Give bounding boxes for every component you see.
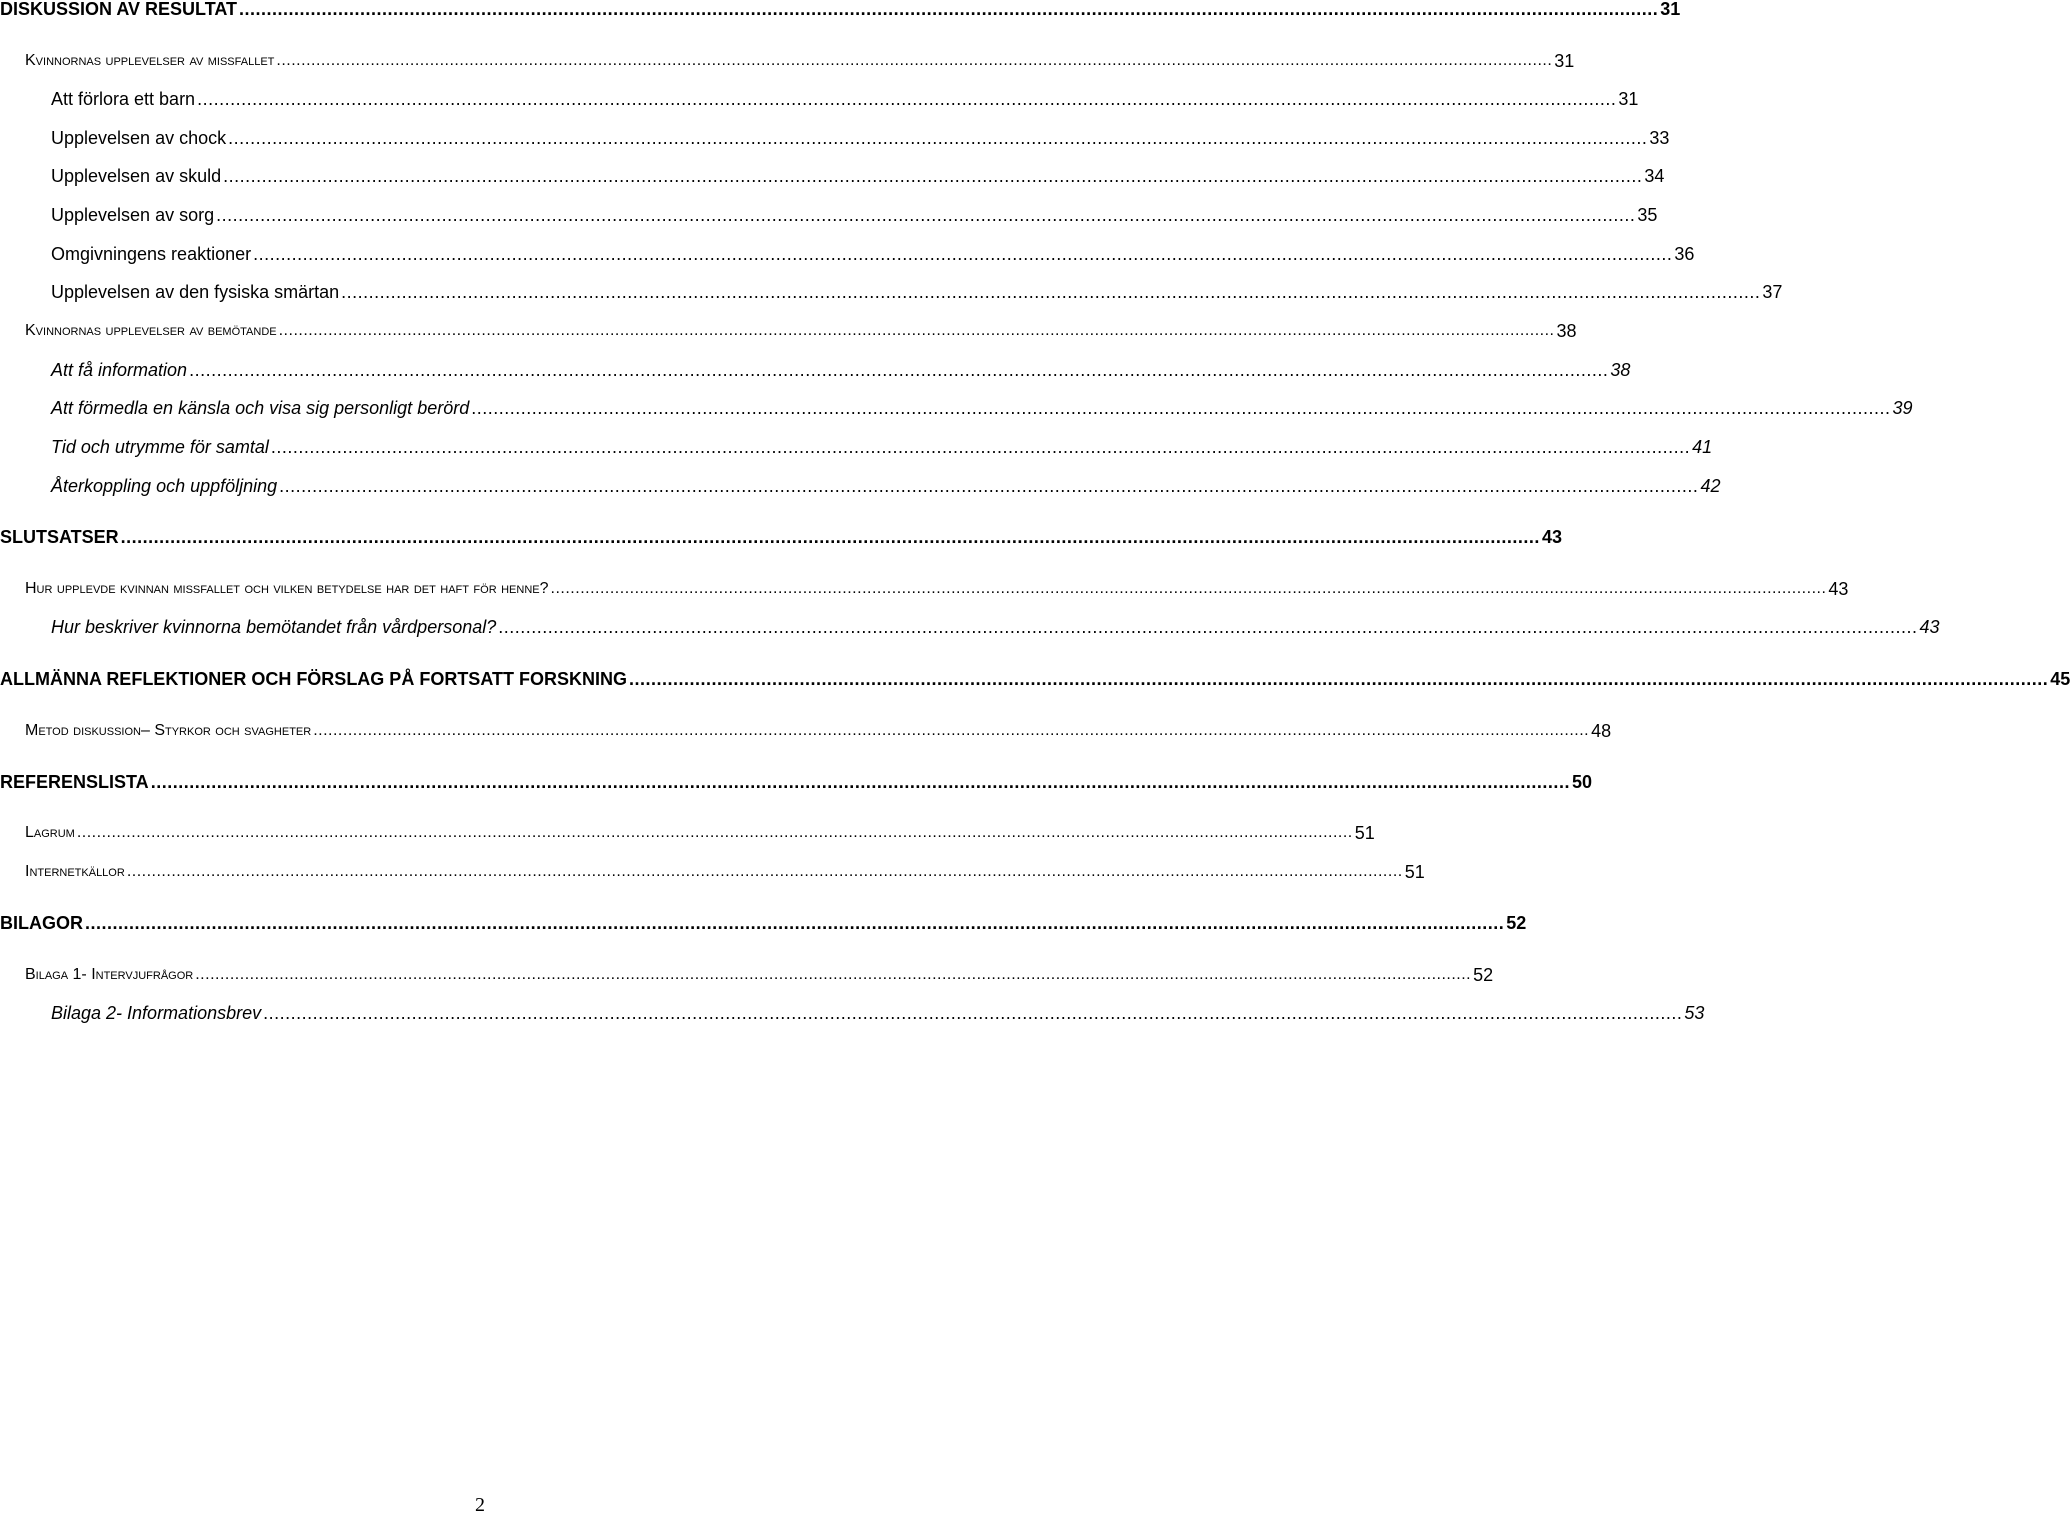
toc-label: Metod diskussion– Styrkor och svagheter [25, 722, 312, 739]
toc-entry[interactable] [0, 522, 1562, 548]
toc-page: 34 [1644, 166, 1665, 186]
toc-label: Bilaga 2- Informationsbrev [51, 1003, 262, 1023]
toc-label: Upplevelsen av chock [51, 128, 227, 148]
page-number: 2 [475, 1494, 485, 1516]
toc-entry[interactable] [0, 908, 1527, 934]
toc-page: 43 [1828, 579, 1849, 599]
toc-leader [223, 165, 1642, 187]
toc-entry[interactable] [0, 574, 1849, 600]
toc-page: 51 [1404, 862, 1425, 882]
toc-entry[interactable] [0, 393, 1913, 419]
toc-label: Bilaga 1- Intervjufrågor [25, 966, 194, 983]
toc-leader [253, 243, 1672, 265]
toc-entry[interactable] [0, 161, 1665, 187]
toc-label: Hur beskriver kvinnorna bemötandet från vårdpersonal? [51, 617, 497, 637]
toc-entry[interactable] [0, 277, 1783, 303]
toc-page: 42 [1700, 476, 1721, 496]
toc-page: 35 [1637, 205, 1658, 225]
toc-leader [239, 0, 1658, 20]
toc-label: Internetkällor [25, 863, 125, 880]
toc-entry[interactable] [0, 200, 1658, 226]
toc-entry[interactable] [0, 998, 1705, 1024]
toc-page: 52 [1506, 913, 1527, 933]
toc-label: Lagrum [25, 824, 75, 841]
toc-page: 31 [1618, 89, 1639, 109]
toc-page: 53 [1684, 1003, 1705, 1023]
toc-page: 31 [1660, 0, 1681, 19]
toc-leader [629, 668, 2048, 690]
toc-leader [313, 720, 1589, 742]
toc-leader [77, 822, 1353, 844]
toc-page: 45 [2050, 669, 2070, 689]
toc-page: 50 [1571, 772, 1592, 792]
toc-leader [279, 320, 1555, 342]
toc-entry[interactable] [0, 818, 1375, 844]
toc-leader [85, 912, 1504, 934]
toc-label: Hur upplevde kvinnan missfallet och vilken betydelse har det haft för henne? [25, 580, 549, 597]
toc-page: 33 [1649, 128, 1670, 148]
toc-entry[interactable] [0, 432, 1713, 458]
toc-page: 37 [1762, 282, 1783, 302]
toc-leader [498, 616, 1917, 638]
toc-leader [228, 127, 1647, 149]
toc-leader [279, 475, 1698, 497]
toc-entry[interactable] [0, 0, 1681, 20]
toc-page: 48 [1591, 721, 1612, 741]
toc-page: 38 [1556, 321, 1577, 341]
toc-leader [195, 964, 1471, 986]
toc-page: 43 [1541, 527, 1562, 547]
toc-page: 36 [1674, 244, 1695, 264]
toc-label: REFERENSLISTA [0, 772, 149, 792]
toc-label: Upplevelsen av sorg [51, 205, 215, 225]
toc-label: Att förmedla en känsla och visa sig personligt berörd [51, 398, 470, 418]
toc-leader [197, 88, 1616, 110]
toc-leader [151, 771, 1570, 793]
toc-label: ALLMÄNNA REFLEKTIONER OCH FÖRSLAG PÅ FORTSATT FORSKNING [0, 669, 627, 689]
toc-entry[interactable] [0, 471, 1721, 497]
toc-label: BILAGOR [0, 913, 83, 933]
toc-label: Omgivningens reaktioner [51, 244, 252, 264]
toc-entry[interactable] [0, 612, 1940, 638]
toc-leader [121, 526, 1540, 548]
toc-label: DISKUSSION AV RESULTAT [0, 0, 238, 19]
toc-label: Kvinnornas upplevelser av missfallet [25, 52, 275, 69]
toc-entry[interactable] [0, 767, 1592, 793]
toc-entry[interactable] [0, 664, 2070, 690]
toc-leader [216, 204, 1635, 226]
toc-label: Kvinnornas upplevelser av bemötande [25, 322, 277, 339]
toc-label: SLUTSATSER [0, 527, 119, 547]
toc-entry[interactable] [0, 84, 1639, 110]
toc-entry[interactable] [0, 960, 1494, 986]
toc-label: Tid och utrymme för samtal [51, 437, 269, 457]
toc-label: Upplevelsen av skuld [51, 166, 222, 186]
toc-leader [471, 397, 1890, 419]
toc-page: 39 [1892, 398, 1913, 418]
toc-entry[interactable] [0, 316, 1577, 342]
toc-label: Upplevelsen av den fysiska smärtan [51, 282, 340, 302]
toc-page: 43 [1919, 617, 1940, 637]
toc-entry[interactable] [0, 716, 1612, 742]
toc-leader [263, 1002, 1682, 1024]
toc-entry[interactable] [0, 123, 1670, 149]
toc-page: 51 [1354, 823, 1375, 843]
toc-leader [276, 50, 1552, 72]
toc-entry[interactable] [0, 46, 1575, 72]
toc-page: 52 [1473, 965, 1494, 985]
toc-label: Återkoppling och uppföljning [51, 476, 278, 496]
toc-leader [341, 281, 1760, 303]
toc-leader [189, 359, 1608, 381]
toc-entry[interactable] [0, 355, 1631, 381]
toc-label: Att få information [51, 360, 188, 380]
toc-label: Att förlora ett barn [51, 89, 196, 109]
toc-page: 31 [1554, 51, 1575, 71]
toc-page: 38 [1610, 360, 1631, 380]
toc-leader [271, 436, 1690, 458]
toc-leader [127, 861, 1403, 883]
toc-leader [551, 578, 1827, 600]
toc-entry[interactable] [0, 857, 1425, 883]
toc-entry[interactable] [0, 239, 1695, 265]
toc-page: 41 [1692, 437, 1713, 457]
